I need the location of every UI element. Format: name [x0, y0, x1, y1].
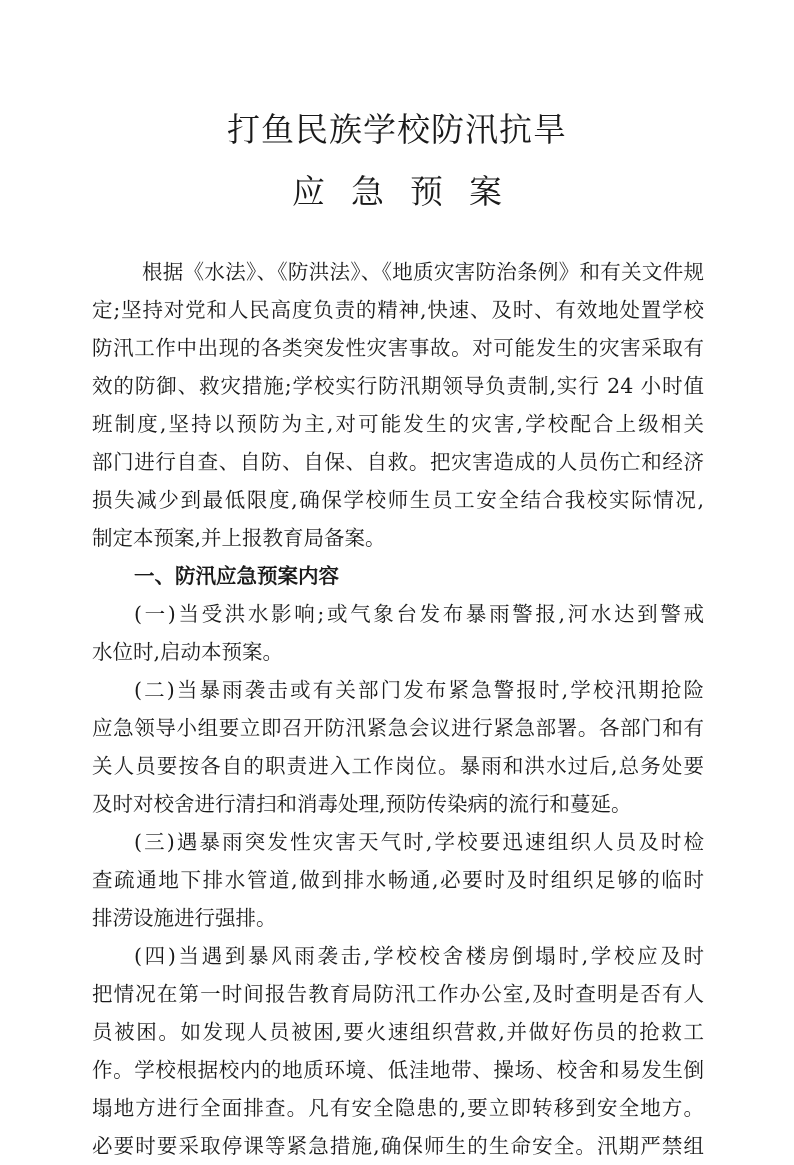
- paragraph-line: 根据《水法》、《防洪法》、《地质灾害防治条例》和有关文件规: [142, 260, 704, 284]
- paragraph-line: 班制度,坚持以预防为主,对可能发生的灾害,学校配合上级相关: [92, 412, 704, 436]
- paragraph-line: 定;坚持对党和人民高度负责的精神,快速、及时、有效地处置学校: [92, 298, 704, 322]
- document-subtitle: 应急预案: [292, 172, 528, 211]
- paragraph-line: 塌地方进行全面排查。凡有安全隐患的,要立即转移到安全地方。: [92, 1096, 704, 1120]
- paragraph-line: (二)当暴雨袭击或有关部门发布紧急警报时,学校汛期抢险: [134, 678, 704, 702]
- paragraph-line: 作。学校根据校内的地质环境、低洼地带、操场、校舍和易发生倒: [92, 1058, 704, 1082]
- paragraph-line: 损失减少到最低限度,确保学校师生员工安全结合我校实际情况,: [92, 488, 704, 512]
- document-body: [92, 253, 704, 1165]
- paragraph-line: 部门进行自查、自防、自保、自救。把灾害造成的人员伤亡和经济: [92, 450, 704, 474]
- paragraph-line: 应急领导小组要立即召开防汛紧急会议进行紧急部署。各部门和有: [92, 716, 704, 740]
- paragraph-line: (四)当遇到暴风雨袭击,学校校舍楼房倒塌时,学校应及时: [134, 944, 704, 968]
- paragraph-line: (三)遇暴雨突发性灾害天气时,学校要迅速组织人员及时检: [134, 830, 704, 854]
- paragraph-line: 制定本预案,并上报教育局备案。: [92, 526, 386, 550]
- document-title: 打鱼民族学校防汛抗旱: [227, 110, 567, 149]
- paragraph-line: 查疏通地下排水管道,做到排水畅通,必要时及时组织足够的临时: [92, 868, 704, 892]
- paragraph-line: 排涝设施进行强排。: [92, 906, 277, 930]
- section-heading: 一、防汛应急预案内容: [134, 564, 339, 588]
- paragraph-line: 员被困。如发现人员被困,要火速组织营救,并做好伤员的抢救工: [92, 1020, 704, 1044]
- paragraph-line: (一)当受洪水影响;或气象台发布暴雨警报,河水达到警戒: [134, 602, 704, 626]
- paragraph-line: 效的防御、救灾措施;学校实行防汛期领导负责制,实行 24 小时值: [92, 374, 704, 398]
- paragraph-line: 把情况在第一时间报告教育局防汛工作办公室,及时查明是否有人: [92, 982, 704, 1006]
- paragraph-line: 关人员要按各自的职责进入工作岗位。暴雨和洪水过后,总务处要: [92, 754, 704, 778]
- paragraph-line: 必要时要采取停课等紧急措施,确保师生的生命安全。汛期严禁组: [92, 1134, 704, 1158]
- paragraph-line: 及时对校舍进行清扫和消毒处理,预防传染病的流行和蔓延。: [92, 792, 632, 816]
- paragraph-line: 防汛工作中出现的各类突发性灾害事故。对可能发生的灾害采取有: [92, 336, 704, 360]
- paragraph-line: 水位时,启动本预案。: [92, 640, 284, 664]
